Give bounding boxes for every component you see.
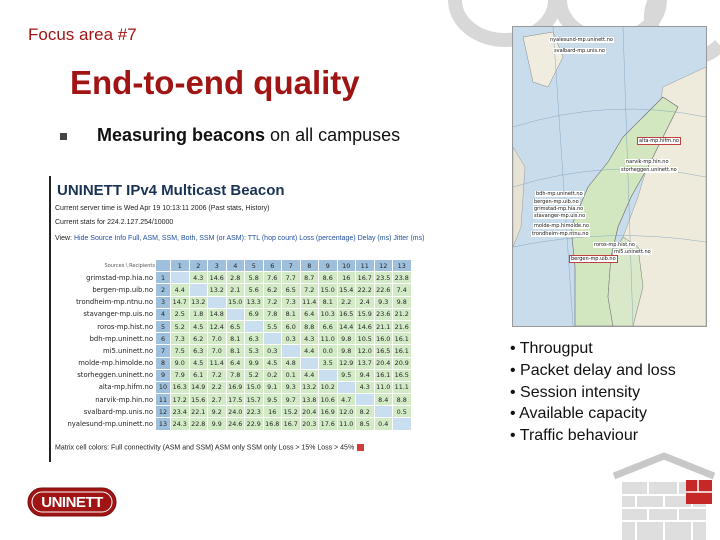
matrix-row: [57, 296, 411, 308]
matrix-cell: 8.8: [300, 320, 319, 332]
matrix-cell: 6.3: [189, 345, 208, 357]
matrix-cell: 23.8: [393, 272, 412, 284]
map-site-label: storheggen.uninett.no: [621, 167, 677, 173]
beacon-screenshot: [49, 176, 492, 462]
matrix-column-header: 6: [263, 260, 282, 272]
matrix-cell: 4.4: [171, 284, 190, 296]
matrix-row: [57, 406, 411, 418]
matrix-cell: 16.7: [356, 272, 375, 284]
map-site-label: roros-mp.hist.no: [594, 242, 635, 248]
map-site-label: molde-mp.himolde.no: [534, 223, 589, 229]
map-site-label: mi5.uninett.no: [614, 249, 651, 255]
matrix-cell: 2.7: [208, 394, 227, 406]
matrix-cell: 16: [337, 272, 356, 284]
matrix-column-header: 11: [356, 260, 375, 272]
matrix-row: [57, 272, 411, 284]
matrix-cell: 7.9: [171, 369, 190, 381]
main-bullet: [60, 125, 400, 146]
matrix-cell: 23.5: [374, 272, 393, 284]
matrix-cell: [337, 381, 356, 393]
matrix-cell: 7.0: [208, 333, 227, 345]
map-site-label: alta-mp.hifm.no: [639, 138, 679, 144]
source-host-name: svalbard-mp.unis.no: [57, 406, 156, 418]
matrix-row: [57, 357, 411, 369]
matrix-cell: [282, 345, 301, 357]
source-row-index: 9: [156, 369, 171, 381]
matrix-cell: 4.7: [337, 394, 356, 406]
matrix-cell: 5.8: [245, 272, 264, 284]
matrix-column-header: 1: [171, 260, 190, 272]
bullet-rest-text: on all campuses: [265, 125, 401, 145]
source-row-index: 6: [156, 333, 171, 345]
matrix-cell: 9.8: [393, 296, 412, 308]
matrix-cell: 8.1: [226, 333, 245, 345]
source-row-index: 10: [156, 381, 171, 393]
map-site-label: grimstad-mp.hia.no: [534, 206, 584, 212]
matrix-cell: 13.2: [189, 296, 208, 308]
view-options-line: [55, 235, 424, 242]
matrix-column-header: 13: [393, 260, 412, 272]
matrix-cell: 6.9: [245, 308, 264, 320]
map-site-label: bergen-mp.uib.no: [571, 256, 616, 262]
matrix-cell: 13.2: [300, 381, 319, 393]
matrix-legend: [55, 444, 365, 451]
matrix-cell: 15.0: [319, 284, 338, 296]
matrix-cell: [300, 357, 319, 369]
matrix-cell: 7.3: [282, 296, 301, 308]
feature-item: • Available capacity: [510, 405, 647, 423]
matrix-cell: 24.6: [226, 418, 245, 430]
source-row-index: 8: [156, 357, 171, 369]
source-host-name: narvik-mp.hin.no: [57, 394, 156, 406]
matrix-cell: 2.2: [208, 381, 227, 393]
source-row-index: 12: [156, 406, 171, 418]
matrix-cell: 7.2: [208, 369, 227, 381]
matrix-cell: 9.7: [282, 394, 301, 406]
beacon-matrix: [57, 259, 412, 431]
matrix-column-header: 10: [337, 260, 356, 272]
matrix-header-row: [57, 260, 411, 272]
matrix-cell: 7.0: [208, 345, 227, 357]
map-site-label: narvik-mp.hin.no: [626, 159, 669, 165]
matrix-cell: 2.8: [226, 272, 245, 284]
source-row-index: 5: [156, 320, 171, 332]
map-site-label: bergen-mp.uib.no: [534, 199, 579, 205]
matrix-cell: 4.8: [282, 357, 301, 369]
matrix-cell: 20.4: [300, 406, 319, 418]
matrix-cell: 11.4: [208, 357, 227, 369]
matrix-cell: 16.0: [374, 333, 393, 345]
matrix-cell: 4.5: [189, 320, 208, 332]
matrix-cell: [319, 369, 338, 381]
matrix-cell: 0.1: [282, 369, 301, 381]
matrix-cell: 16.9: [226, 381, 245, 393]
matrix-cell: 8.4: [374, 394, 393, 406]
map-site-label: bdh-mp.uninett.no: [536, 191, 583, 197]
matrix-cell: 16: [263, 406, 282, 418]
matrix-cell: 5.2: [171, 320, 190, 332]
matrix-row: [57, 418, 411, 430]
matrix-cell: 8.6: [319, 272, 338, 284]
matrix-cell: 4.3: [356, 381, 375, 393]
matrix-row: [57, 369, 411, 381]
matrix-cell: [245, 320, 264, 332]
map-site-label: nyalesund-mp.uninett.no: [550, 37, 613, 43]
source-host-name: bergen-mp.uib.no: [57, 284, 156, 296]
bullet-bold-text: Measuring beacons: [97, 125, 266, 145]
matrix-cell: 5.5: [263, 320, 282, 332]
matrix-cell: 9.8: [337, 345, 356, 357]
matrix-cell: 0.3: [263, 345, 282, 357]
matrix-row: [57, 394, 411, 406]
matrix-cell: 7.8: [263, 308, 282, 320]
matrix-cell: 6.3: [245, 333, 264, 345]
source-row-index: 11: [156, 394, 171, 406]
matrix-cell: [226, 308, 245, 320]
view-label: View:: [55, 235, 72, 242]
matrix-row: [57, 345, 411, 357]
matrix-cell: 21.1: [374, 320, 393, 332]
feature-item: • Througput: [510, 340, 593, 357]
matrix-cell: 20.9: [393, 357, 412, 369]
matrix-cell: 4.5: [263, 357, 282, 369]
matrix-column-header: 2: [189, 260, 208, 272]
matrix-cell: 12.4: [208, 320, 227, 332]
matrix-cell: 17.6: [319, 418, 338, 430]
loss-red-swatch: [357, 444, 364, 451]
matrix-cell: 6.4: [226, 357, 245, 369]
matrix-cell: 11.0: [374, 381, 393, 393]
matrix-cell: 4.4: [300, 345, 319, 357]
source-host-name: trondheim-mp.ntnu.no: [57, 296, 156, 308]
source-host-name: mi5.uninett.no: [57, 345, 156, 357]
source-row-index: 4: [156, 308, 171, 320]
matrix-column-header: 9: [319, 260, 338, 272]
map-site-label: stavanger-mp.uis.no: [534, 213, 586, 219]
matrix-cell: 22.6: [374, 284, 393, 296]
matrix-cell: 7.5: [171, 345, 190, 357]
matrix-cell: 4.3: [189, 272, 208, 284]
matrix-cell: 12.9: [337, 357, 356, 369]
matrix-cell: 6.2: [189, 333, 208, 345]
matrix-cell: 16.5: [374, 345, 393, 357]
map-landmass: [513, 27, 706, 326]
server-time-line: Current server time is Wed Apr 19 10:13:11 2006 (Past stats, History): [55, 205, 270, 212]
matrix-cell: 22.2: [356, 284, 375, 296]
current-stats-line: Current stats for 224.2.127.254/10000: [55, 219, 174, 226]
norway-map: [512, 26, 707, 327]
matrix-cell: 14.9: [189, 381, 208, 393]
source-row-index: 7: [156, 345, 171, 357]
matrix-cell: 9.5: [263, 394, 282, 406]
map-site-label: trondheim-mp.ntnu.no: [532, 231, 589, 237]
matrix-cell: 15.0: [226, 296, 245, 308]
matrix-cell: 15.2: [282, 406, 301, 418]
matrix-cell: 8.8: [393, 394, 412, 406]
matrix-cell: 15.0: [245, 381, 264, 393]
matrix-cell: 16.9: [319, 406, 338, 418]
brick-wall-icon: [608, 452, 720, 540]
beacon-heading: UNINETT IPv4 Multicast Beacon: [57, 182, 285, 199]
matrix-cell: 14.7: [171, 296, 190, 308]
matrix-column-header: 12: [374, 260, 393, 272]
source-host-name: molde-mp.himolde.no: [57, 357, 156, 369]
matrix-cell: 6.5: [282, 284, 301, 296]
matrix-cell: 9.3: [374, 296, 393, 308]
matrix-corner-blank: [156, 260, 171, 272]
source-row-index: 2: [156, 284, 171, 296]
matrix-row: [57, 284, 411, 296]
matrix-cell: 16.5: [393, 369, 412, 381]
matrix-cell: 11.1: [393, 381, 412, 393]
matrix-cell: 9.9: [245, 357, 264, 369]
source-host-name: alta-mp.hifm.no: [57, 381, 156, 393]
matrix-cell: 7.2: [300, 284, 319, 296]
matrix-cell: 20.3: [300, 418, 319, 430]
matrix-cell: 10.2: [319, 381, 338, 393]
matrix-cell: 24.0: [226, 406, 245, 418]
matrix-cell: 24.3: [171, 418, 190, 430]
matrix-cell: 6.6: [319, 320, 338, 332]
matrix-cell: 12.0: [356, 345, 375, 357]
matrix-cell: 9.1: [263, 381, 282, 393]
matrix-cell: 7.8: [226, 369, 245, 381]
matrix-body: [57, 272, 411, 430]
matrix-cell: 7.4: [393, 284, 412, 296]
matrix-cell: 22.3: [245, 406, 264, 418]
matrix-cell: 7.2: [263, 296, 282, 308]
matrix-cell: 9.3: [282, 381, 301, 393]
matrix-cell: 21.6: [393, 320, 412, 332]
source-host-name: roros-mp.hist.no: [57, 320, 156, 332]
uninett-logo: [27, 487, 117, 517]
matrix-cell: 4.5: [189, 357, 208, 369]
feature-item: • Traffic behaviour: [510, 427, 639, 445]
matrix-cell: 6.0: [282, 320, 301, 332]
matrix-cell: 9.9: [208, 418, 227, 430]
source-host-name: bdh-mp.uninett.no: [57, 333, 156, 345]
matrix-cell: 16.1: [374, 369, 393, 381]
matrix-cell: [171, 272, 190, 284]
matrix-cell: 14.8: [208, 308, 227, 320]
matrix-cell: 17.5: [226, 394, 245, 406]
source-row-index: 1: [156, 272, 171, 284]
matrix-cell: 4.3: [300, 333, 319, 345]
matrix-cell: 13.7: [356, 357, 375, 369]
matrix-cell: 6.1: [189, 369, 208, 381]
matrix-cell: 12.0: [337, 406, 356, 418]
map-site-label: svalbard-mp.unis.no: [554, 48, 605, 54]
matrix-cell: 23.6: [374, 308, 393, 320]
matrix-row: [57, 308, 411, 320]
matrix-cell: 3.5: [319, 357, 338, 369]
source-host-name: nyalesund-mp.uninett.no: [57, 418, 156, 430]
matrix-column-header: 7: [282, 260, 301, 272]
matrix-cell: [356, 394, 375, 406]
source-host-name: storheggen.uninett.no: [57, 369, 156, 381]
matrix-cell: 6.4: [300, 308, 319, 320]
matrix-cell: 10.5: [356, 333, 375, 345]
matrix-cell: 17.2: [171, 394, 190, 406]
matrix-cell: 16.8: [263, 418, 282, 430]
matrix-cell: 11.0: [337, 418, 356, 430]
matrix-cell: 1.8: [189, 308, 208, 320]
matrix-cell: 8.1: [319, 296, 338, 308]
matrix-corner-header: Sources \ Recipients: [57, 260, 156, 272]
matrix-cell: 16.1: [393, 345, 412, 357]
matrix-cell: 5.2: [245, 369, 264, 381]
feature-item: • Packet delay and loss: [510, 361, 676, 379]
matrix-cell: 8.7: [300, 272, 319, 284]
source-host-name: grimstad-mp.hia.no: [57, 272, 156, 284]
matrix-cell: 7.6: [263, 272, 282, 284]
matrix-cell: 8.1: [226, 345, 245, 357]
matrix-cell: 14.6: [356, 320, 375, 332]
source-row-index: 3: [156, 296, 171, 308]
matrix-cell: 6.5: [226, 320, 245, 332]
matrix-column-header: 5: [245, 260, 264, 272]
matrix-cell: 7.3: [171, 333, 190, 345]
matrix-cell: 4.4: [300, 369, 319, 381]
matrix-cell: [393, 418, 412, 430]
matrix-cell: 20.4: [374, 357, 393, 369]
matrix-cell: 15.9: [356, 308, 375, 320]
focus-area-label: Focus area #7: [28, 25, 137, 44]
matrix-cell: [263, 333, 282, 345]
matrix-cell: 9.8: [337, 333, 356, 345]
matrix-cell: 0.5: [393, 406, 412, 418]
matrix-cell: 16.1: [393, 333, 412, 345]
matrix-cell: 22.9: [245, 418, 264, 430]
matrix-cell: 8.5: [356, 418, 375, 430]
matrix-cell: 21.2: [393, 308, 412, 320]
logo-text: UNINETT: [41, 493, 103, 511]
matrix-cell: 23.4: [171, 406, 190, 418]
matrix-cell: 9.2: [208, 406, 227, 418]
matrix-column-header: 8: [300, 260, 319, 272]
matrix-cell: 16.3: [171, 381, 190, 393]
matrix-cell: 9.5: [337, 369, 356, 381]
matrix-cell: 0.3: [282, 333, 301, 345]
source-host-name: stavanger-mp.uis.no: [57, 308, 156, 320]
matrix-cell: 7.7: [282, 272, 301, 284]
matrix-cell: 14.4: [337, 320, 356, 332]
matrix-column-header: 4: [226, 260, 245, 272]
matrix-cell: [374, 406, 393, 418]
feature-list: [510, 338, 676, 447]
matrix-cell: 5.6: [245, 284, 264, 296]
matrix-cell: 11.4: [300, 296, 319, 308]
matrix-cell: 11.0: [319, 333, 338, 345]
matrix-cell: 14.6: [208, 272, 227, 284]
matrix-cell: 8.2: [356, 406, 375, 418]
matrix-column-header: 3: [208, 260, 227, 272]
matrix-legend-text: Matrix cell colors: Full connectivity (ASM and SSM) ASM only SSM only Loss > 15% Loss > 45%: [55, 444, 355, 452]
matrix-cell: 10.3: [319, 308, 338, 320]
matrix-cell: 13.8: [300, 394, 319, 406]
source-row-index: 13: [156, 418, 171, 430]
square-bullet-icon: [60, 133, 67, 140]
matrix-cell: 16.7: [282, 418, 301, 430]
matrix-cell: 8.1: [282, 308, 301, 320]
matrix-cell: 10.6: [319, 394, 338, 406]
matrix-cell: 13.2: [208, 284, 227, 296]
slide-title: End-to-end quality: [70, 64, 360, 101]
matrix-cell: [208, 296, 227, 308]
matrix-cell: 6.2: [263, 284, 282, 296]
matrix-cell: 9.4: [356, 369, 375, 381]
matrix-cell: 13.3: [245, 296, 264, 308]
matrix-cell: 2.2: [337, 296, 356, 308]
matrix-cell: 15.6: [189, 394, 208, 406]
matrix-cell: [189, 284, 208, 296]
matrix-cell: 15.7: [245, 394, 264, 406]
matrix-cell: 9.0: [171, 357, 190, 369]
matrix-cell: 2.1: [226, 284, 245, 296]
matrix-cell: 15.4: [337, 284, 356, 296]
matrix-row: [57, 381, 411, 393]
view-options-links[interactable]: Hide Source Info Full, ASM, SSM, Both, SSM (or ASM): TTL (hop count) Loss (percentage) Delay (ms) Jitter (ms): [73, 235, 425, 242]
matrix-cell: 22.8: [189, 418, 208, 430]
matrix-cell: 2.5: [171, 308, 190, 320]
matrix-row: [57, 320, 411, 332]
matrix-cell: 2.4: [356, 296, 375, 308]
matrix-cell: 5.3: [245, 345, 264, 357]
matrix-cell: 0.0: [319, 345, 338, 357]
feature-item: • Session intensity: [510, 383, 641, 401]
matrix-cell: 0.2: [263, 369, 282, 381]
matrix-cell: 0.4: [374, 418, 393, 430]
matrix-cell: 22.1: [189, 406, 208, 418]
matrix-cell: 16.5: [337, 308, 356, 320]
matrix-row: [57, 333, 411, 345]
